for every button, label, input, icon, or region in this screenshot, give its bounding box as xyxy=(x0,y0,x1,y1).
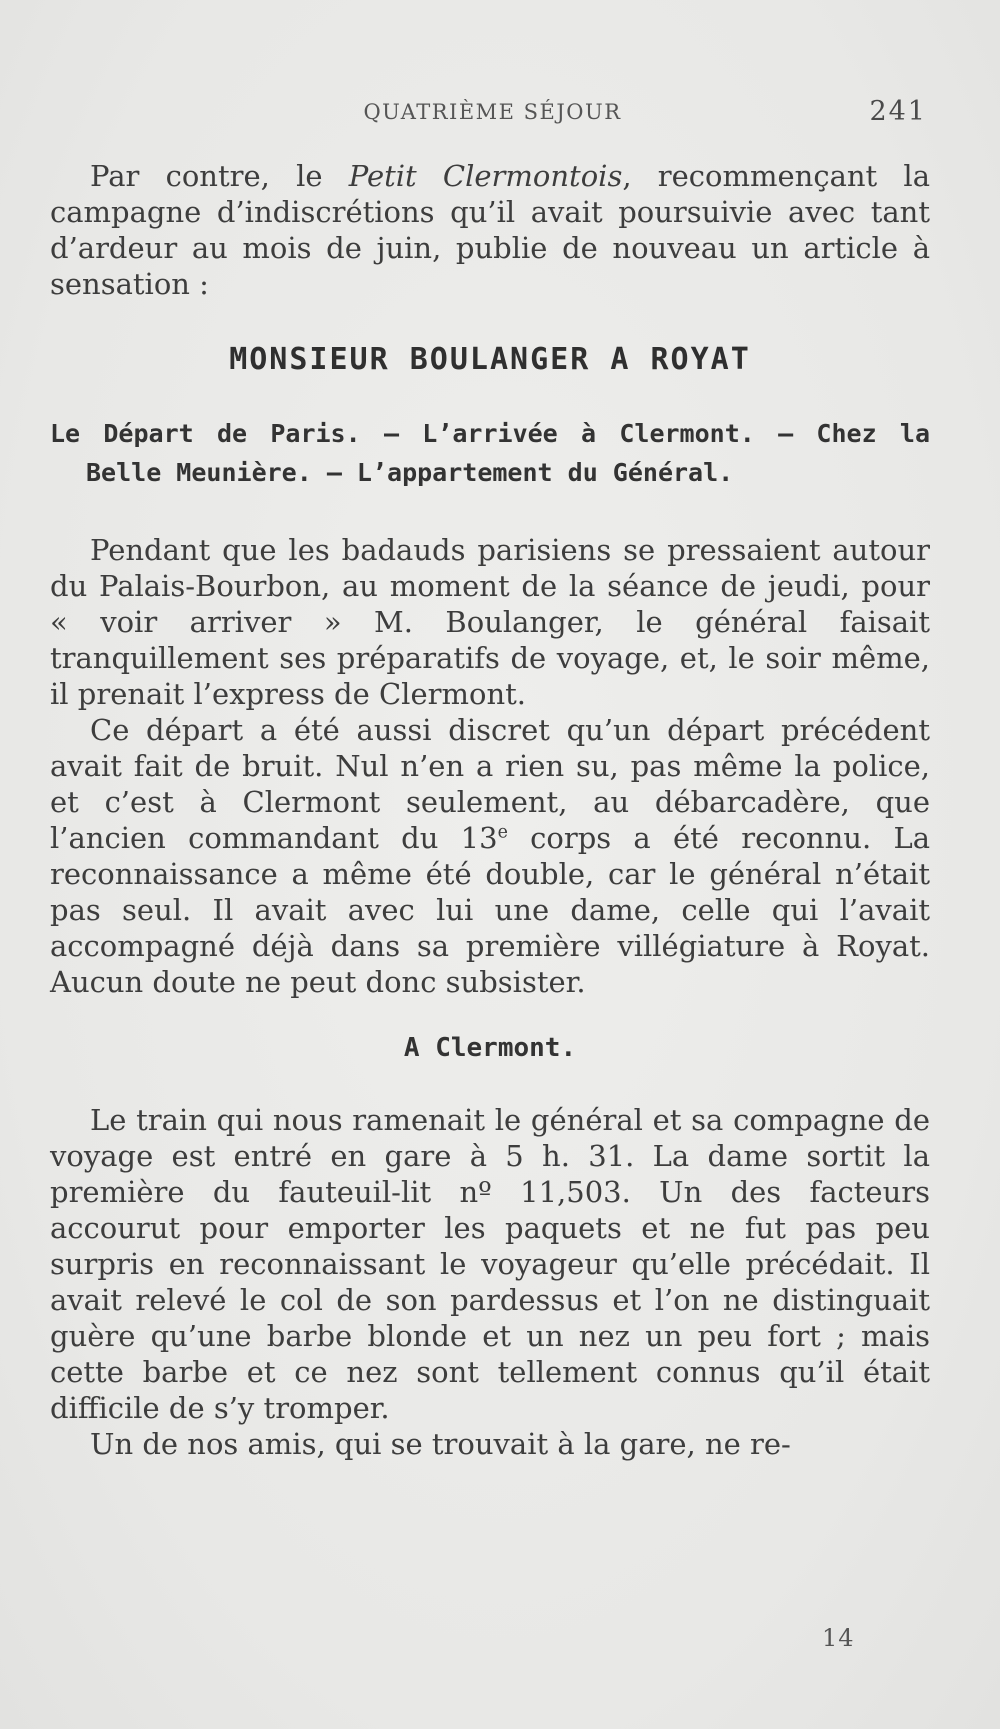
article-paragraph-4: Un de nos amis, qui se trouvait à la gare, ne re- xyxy=(90,1427,791,1461)
intro-text-before: Par contre, le xyxy=(90,159,349,193)
ordinal-superscript: e xyxy=(497,822,508,843)
intro-paragraph xyxy=(50,158,930,302)
page-number: 241 xyxy=(869,96,927,127)
newspaper-title: Petit Clermontois xyxy=(348,159,623,193)
article-paragraph-3: Le train qui nous ramenait le général et sa compagne de voyage est entré en gare à 5 h. 31. La dame sortit la première du fauteuil-lit nº 11,503. Un des facteurs accourut pour emporter les paquets et ne fut pas peu surpris en reconnaissant le voyageur qu’elle précédait. Il avait relevé le col de son pardessus et l’on ne distinguait guère qu’une barbe blonde et un nez un peu fort ; mais cette barbe et ce nez sont tellement connus qu’il était difficile de s’y tromper. xyxy=(50,1103,930,1425)
article-subheadings: Le Départ de Paris. — L’arrivée à Clermont. — Chez la Belle Meunière. — L’appartement du Général. xyxy=(50,419,930,487)
section-heading: A Clermont. xyxy=(403,1033,577,1063)
article-paragraph-2-before: Ce départ a été aussi discret qu’un départ précédent avait fait de bruit. Nul n’en a rien su, pas même la police, et c’est à Clermont seulement, au débarcadère, que l’ancien commandant du 13 xyxy=(50,713,930,855)
article-headline: MONSIEUR BOULANGER A ROYAT xyxy=(229,342,751,377)
article-paragraph-2-after: corps a été reconnu. La reconnaissance a même été double, car le général n’était pas seul. Il avait avec lui une dame, celle qui l’avait accompagné déjà dans sa première villégiature à Royat. Aucun doute ne peut donc subsister. xyxy=(50,821,930,999)
signature-mark: 14 xyxy=(822,1624,855,1652)
page-body xyxy=(50,158,930,1462)
page-header xyxy=(50,96,935,136)
intro-text-after: , recommençant la campagne d’indiscrétions qu’il avait poursuivie avec tant d’ardeur au mois de juin, publie de nouveau un article à sensation : xyxy=(50,159,930,301)
article-paragraph-1: Pendant que les badauds parisiens se pressaient autour du Palais-Bourbon, au moment de la séance de jeudi, pour « voir arriver » M. Boulanger, le général faisait tranquillement ses préparatifs de voyage, et, le soir même, il prenait l’express de Clermont. xyxy=(50,533,930,711)
article-paragraph-2 xyxy=(50,712,930,1000)
running-title: QUATRIÈME SÉJOUR xyxy=(363,100,622,124)
